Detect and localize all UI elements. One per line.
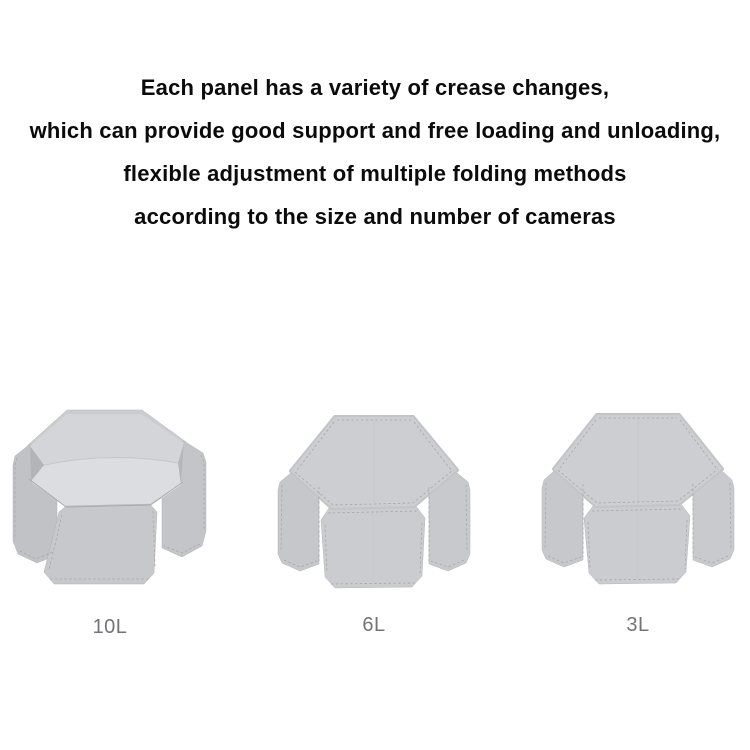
- size-label-6l: 6L: [362, 614, 386, 636]
- folded-divider-3l-image: [538, 412, 738, 590]
- product-size-row: [0, 408, 750, 639]
- description-line-3: flexible adjustment of multiple folding methods: [123, 161, 627, 186]
- folded-divider-6l-image: [274, 415, 474, 593]
- description-line-1: Each panel has a variety of crease changes,: [140, 75, 610, 100]
- description-line-4: according to the size and number of cameras: [134, 204, 616, 229]
- size-label-10l: 10L: [92, 616, 128, 638]
- description-text-block: [0, 66, 750, 238]
- product-6l: [274, 408, 474, 639]
- size-label-3l: 3L: [626, 614, 650, 636]
- product-10l: [10, 408, 210, 639]
- product-3l: [538, 408, 738, 639]
- folded-divider-10l-image: [10, 408, 210, 590]
- description-line-2: which can provide good support and free loading and unloading,: [29, 118, 721, 143]
